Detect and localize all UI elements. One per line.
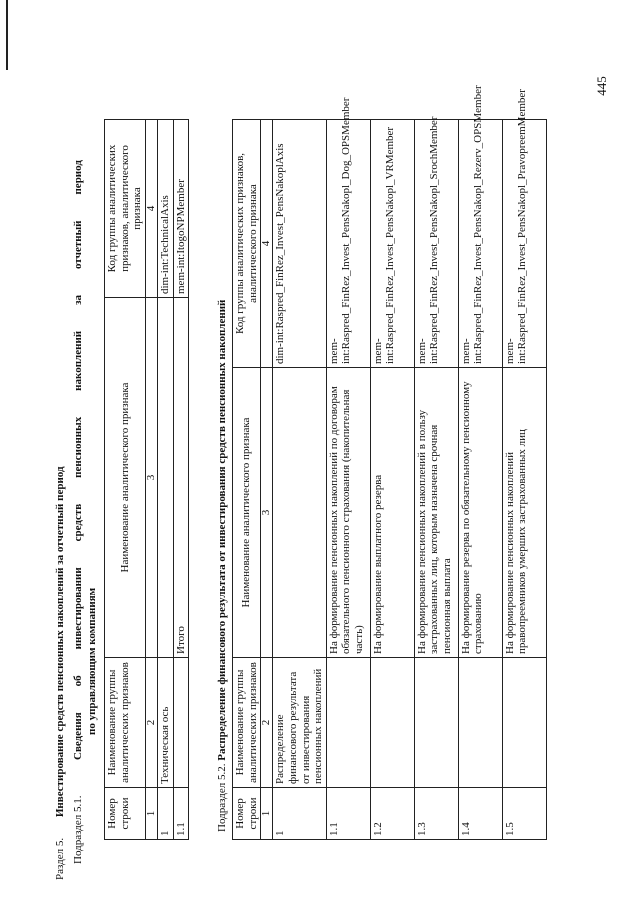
header-row-number: Номер строки [233, 788, 261, 840]
header-code: Код группы аналитических признаков, аналитического признака [233, 120, 261, 368]
column-number-row: 1 2 3 4 [261, 120, 273, 840]
table-5-1 [104, 119, 189, 840]
table-row: 1.2 На формирование выплатного резерва mem-int:Raspred_FinRez_Invest_PensNakopl_VRMember [370, 120, 414, 840]
header-row-number: Номер строки [105, 788, 146, 840]
column-number-row: 1 2 3 4 [145, 120, 157, 840]
table-row: 1.4 На формирование резерва по обязательному пенсионному страхованию mem-int:Raspred_FinRez_Invest_PensNakopl_Rezerv_OPSMember [458, 120, 502, 840]
table-5-2 [232, 85, 547, 840]
table-header-row [233, 120, 261, 840]
sub1-title: Сведения об инвестировании средств пенсионных накоплений за отчетный период [72, 160, 84, 760]
table-row: 1.3 На формирование пенсионных накоплений в пользу застрахованных лиц, которым назначена срочная пенсионная выплата mem-int:Raspred_FinRez_Invest_PensNakopl_SrochMember [414, 120, 458, 840]
margin-line [6, 0, 8, 70]
table-row: 1 Распределение финансового результата от инвестирования пенсионных накоплений dim-int:Raspred_FinRez_Invest_PensNakoplAxis [273, 120, 327, 840]
header-group-name: Наименование группы аналитических признаков [105, 658, 146, 788]
table-row: 1.1 На формирование пенсионных накоплений по договорам обязательного пенсионного страхования (накопительная часть) mem-int:Raspred_FinRez_Invest_PensNakopl_Dog_OPSMember [326, 120, 370, 840]
section-heading [54, 466, 67, 880]
table-row: 1.1 Итого mem-int:ItogoNPMember [173, 120, 189, 840]
table-row: 1.5 На формирование пенсионных накоплений правопреемников умерших застрахованных лиц mem-int:Raspred_FinRez_Invest_PensNakopl_PravopreemMember [502, 120, 546, 840]
sub2-heading [216, 300, 229, 832]
header-code: Код группы аналитических признаков, аналитического признака [105, 120, 146, 298]
sub2-title: Распределение финансового результата от инвестирования средств пенсионных накоплений [216, 299, 228, 761]
rotated-page-content [40, 20, 600, 880]
header-feature-name: Наименование аналитического признака [105, 298, 146, 658]
sub1-title-line2: по управляющим компаниям [86, 587, 98, 735]
section-label: Раздел 5. [54, 837, 66, 880]
header-group-name: Наименование группы аналитических признаков [233, 658, 261, 788]
header-feature-name: Наименование аналитического признака [233, 368, 261, 658]
table-header-row [105, 120, 146, 840]
sub2-label: Подраздел 5.2. [216, 763, 228, 832]
page-number: 445 [593, 76, 609, 96]
table-row: 1 Техническая ось dim-int:TechnicalAxis [157, 120, 173, 840]
sub1-label: Подраздел 5.1. [72, 795, 84, 864]
section-title: Инвестирование средств пенсионных накоплений за отчетный период [54, 466, 66, 818]
